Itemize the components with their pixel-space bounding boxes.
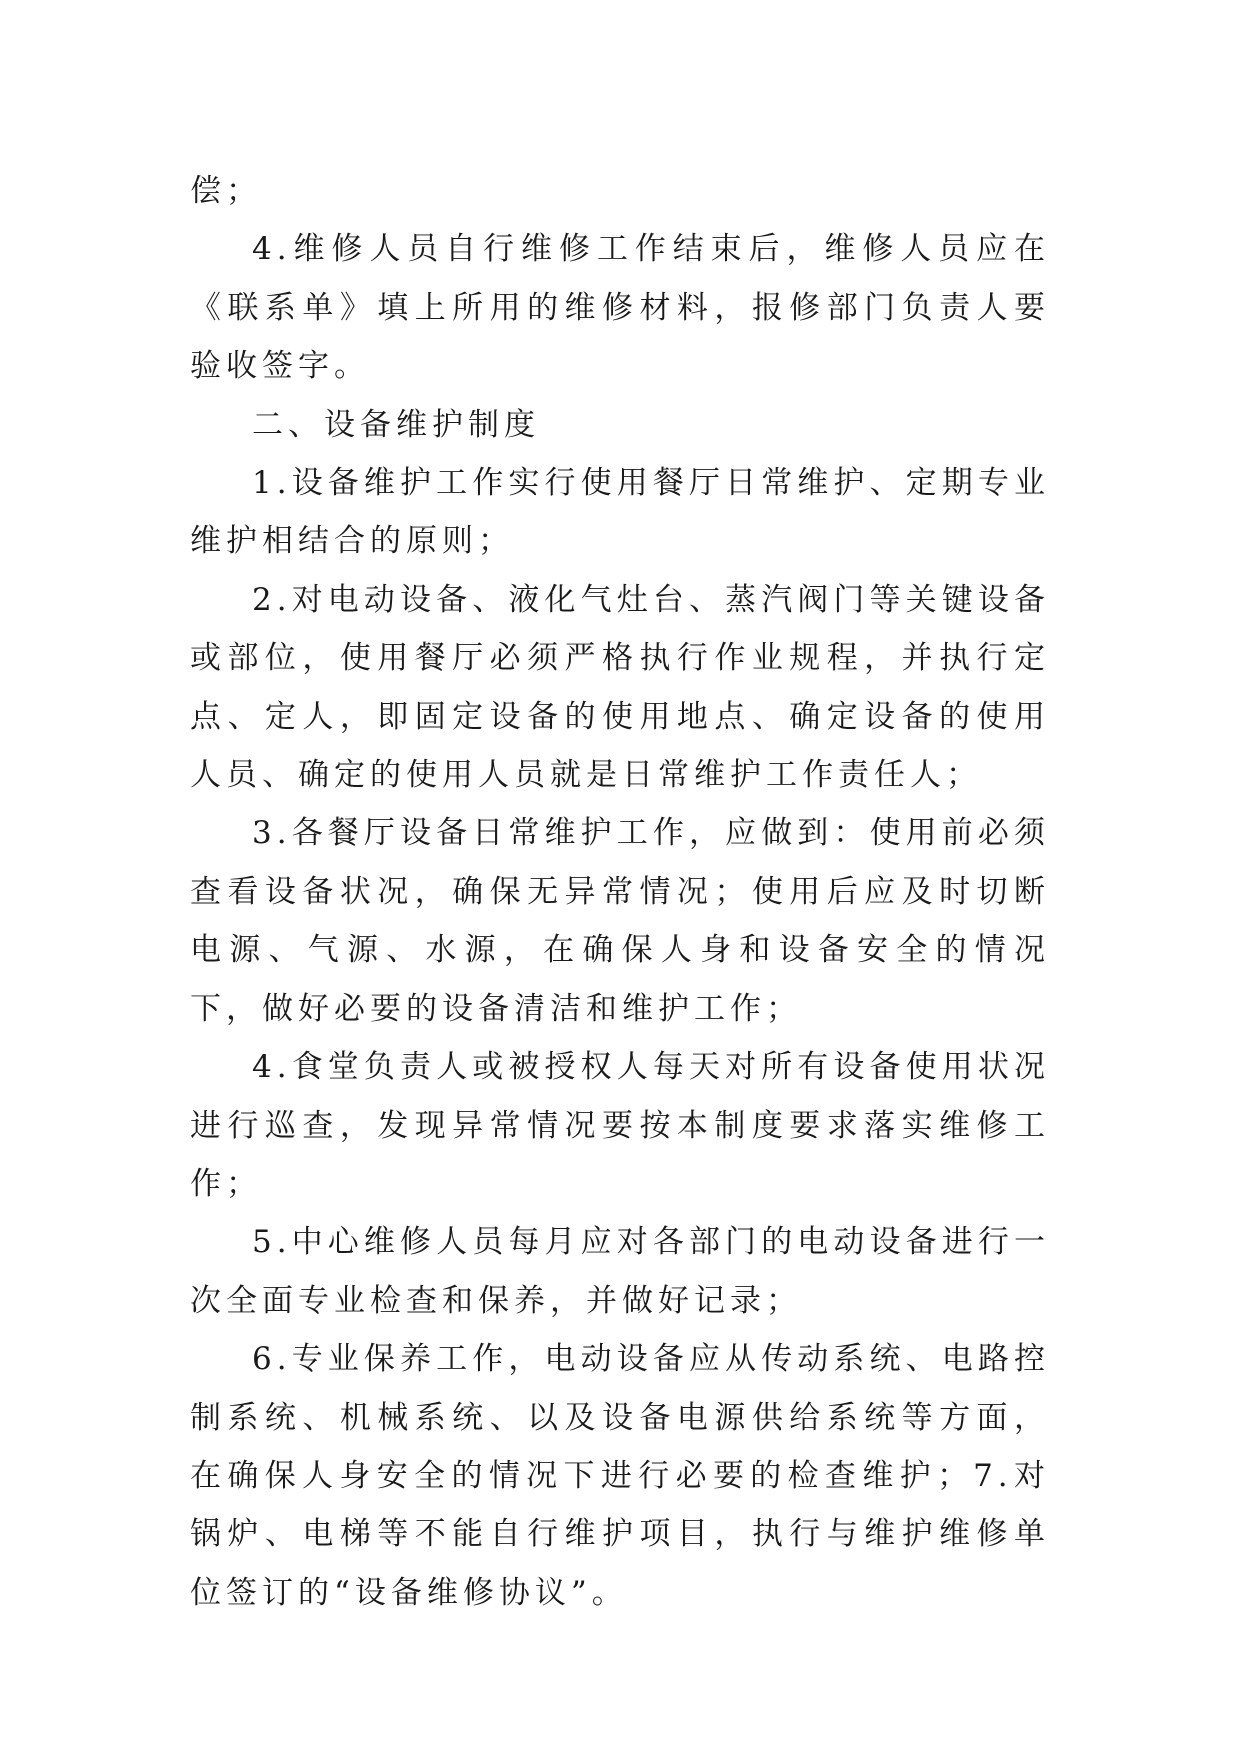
paragraph-continuation: 偿； [190,173,262,209]
paragraph-item-2: 2.对电动设备、液化气灶台、蒸汽阀门等关键设备或部位，使用餐厅必须严格执行作业规程，并执行定点、定人，即固定设备的使用地点、确定设备的使用人员、确定的使用人员就是日常维护工作责任人； [190,581,1050,794]
paragraph-item-6-7: 6.专业保养工作，电动设备应从传动系统、电路控制系统、机械系统、以及设备电源供给系统等方面，在确保人身安全的情况下进行必要的检查维护；7.对锅炉、电梯等不能自行维护项目，执行与维护维修单位签订的“设备维修协议”。 [190,1341,1050,1611]
paragraph-item-4-repair-form: 4.维修人员自行维修工作结束后，维修人员应在《联系单》填上所用的维修材料，报修部门负责人要验收签字。 [190,231,1050,385]
paragraph-item-5: 5.中心维修人员每月应对各部门的电动设备进行一次全面专业检查和保养，并做好记录； [190,1224,1050,1319]
section-heading-maintenance: 二、设备维护制度 [252,406,540,443]
paragraph-item-4: 4.食堂负责人或被授权人每天对所有设备使用状况进行巡查，发现异常情况要按本制度要求落实维修工作； [190,1049,1050,1202]
paragraph-item-3: 3.各餐厅设备日常维护工作，应做到：使用前必须查看设备状况，确保无异常情况；使用后应及时切断电源、气源、水源，在确保人身和设备安全的情况下，做好必要的设备清洁和维护工作； [190,815,1050,1027]
document-body [190,162,1050,1622]
paragraph-item-1: 1.设备维护工作实行使用餐厅日常维护、定期专业维护相结合的原则； [190,465,1050,560]
